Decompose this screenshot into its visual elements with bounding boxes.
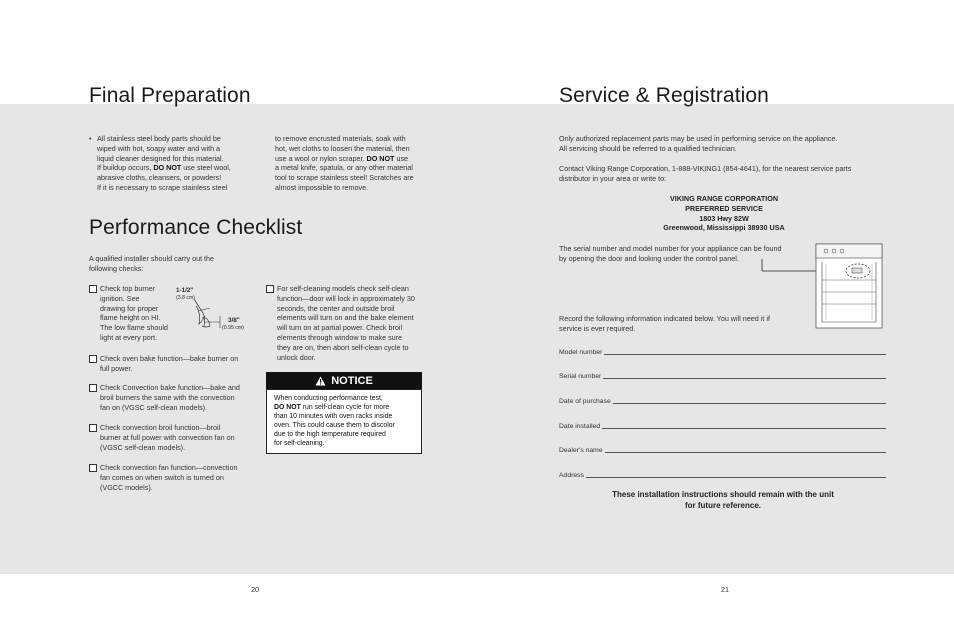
checkbox[interactable] — [89, 355, 97, 363]
final-prep-column-2 — [275, 134, 435, 193]
flame-drawing — [172, 286, 252, 336]
field-line[interactable] — [586, 469, 886, 478]
address-line: 1803 Hwy 82W — [699, 213, 749, 223]
text-line: drawing for proper — [100, 303, 159, 313]
text-line: These installation instructions should remain with the unit — [612, 490, 834, 499]
text-line: elements through window to make sure — [277, 332, 403, 342]
text-line: by opening the door and looking under the control panel. — [559, 253, 739, 263]
address-field[interactable] — [559, 467, 886, 479]
text-line: will turn on at partial power. Check broil — [277, 323, 403, 333]
bullet: • — [89, 134, 92, 143]
checklist-item-self-clean — [266, 284, 447, 362]
serial-number-field[interactable] — [559, 368, 886, 380]
page-number-right: 21 — [721, 585, 729, 594]
text-line: for self-cleaning. — [274, 440, 325, 447]
text-line: The serial number and model number for your appliance can be found — [559, 244, 782, 253]
text-line: hot, wet cloths to loosen the material, then — [275, 143, 410, 153]
text-line: Contact Viking Range Corporation, 1-888-VIKING1 (854-4641), for the nearest service parts — [559, 164, 852, 173]
address-line: VIKING RANGE CORPORATION — [669, 194, 779, 203]
model-number-field[interactable] — [559, 344, 886, 356]
text-line: Check convection fan function—convection — [100, 463, 238, 472]
text-line: Only authorized replacement parts may be used in performing service on the appliance. — [559, 134, 838, 143]
text-line: fan on (VGSC self-clean models). — [100, 402, 208, 412]
date-of-purchase-field[interactable] — [559, 393, 886, 405]
checkbox[interactable] — [89, 464, 97, 472]
text-line: When conducting performance test, — [274, 395, 383, 402]
text-line: almost impossible to remove. — [275, 182, 369, 192]
text-line: for future reference. — [684, 501, 762, 510]
text-line: following checks: — [89, 263, 144, 273]
text-line: Check convection broil function—broil — [100, 423, 221, 432]
checklist-item-convection-broil — [89, 423, 270, 452]
flame-dim-1: 1-1/2" — [176, 287, 194, 294]
checkbox[interactable] — [89, 285, 97, 293]
text-line: elements will turn on and the bake element — [277, 313, 414, 323]
field-label: Serial number — [559, 373, 602, 380]
record-info-text — [559, 314, 839, 334]
checkbox[interactable] — [89, 424, 97, 432]
address-line: Greenwood, Mississippi 38930 USA — [663, 223, 785, 233]
field-line[interactable] — [605, 444, 886, 453]
service-registration-title: Service & Registration — [559, 84, 769, 107]
notice-label: NOTICE — [331, 374, 373, 387]
text-line: For self-cleaning models check self-clean — [277, 284, 409, 293]
checklist-item-convection-fan — [89, 463, 270, 492]
final-preparation-title: Final Preparation — [89, 84, 251, 107]
checkbox[interactable] — [266, 285, 274, 293]
text-line: burner at full power with convection fan on — [100, 432, 235, 442]
field-line[interactable] — [613, 395, 886, 404]
text-line: oven. This could cause them to discolor — [274, 422, 395, 429]
page-number-left: 20 — [251, 585, 259, 594]
text-line: service is ever required. — [559, 323, 636, 333]
text-line: Check top burner — [100, 284, 156, 293]
text-line: wiped with hot, soapy water and with a — [97, 143, 221, 153]
text-line: fan comes on when switch is turned on — [100, 472, 224, 482]
text-line: (VGSC self-clean models). — [100, 442, 186, 452]
flame-dim-2-metric: (0.95 cm) — [222, 325, 244, 331]
text-line: All stainless steel body parts should be — [97, 134, 221, 143]
final-prep-column-1 — [89, 134, 259, 193]
text-line: abrasive cloths, cleansers, or powders! — [97, 173, 222, 183]
field-label: Address — [559, 472, 584, 479]
address-line: PREFERRED SERVICE — [685, 203, 763, 213]
text-line: full power. — [100, 363, 133, 373]
text-line: Record the following information indicated below. You will need it if — [559, 314, 770, 323]
field-label: Date of purchase — [559, 398, 611, 405]
text-line: distributor in your area or write to: — [559, 173, 667, 183]
text-line: due to the high temperature required — [274, 431, 386, 438]
text-line: flame height on HI. — [100, 313, 161, 323]
service-address — [559, 194, 889, 233]
text-line: to remove encrusted materials, soak with — [275, 134, 406, 143]
text-line: light at every port. — [100, 332, 158, 342]
text-line: liquid cleaner designed for this material. — [97, 153, 224, 163]
text-line: than 10 minutes with oven racks inside — [274, 413, 393, 420]
notice-header — [266, 372, 422, 389]
flame-dim-1-metric: (3.8 cm) — [176, 295, 196, 301]
dealers-name-field[interactable] — [559, 442, 886, 454]
text-line: they are on, then abort self-clean cycle to — [277, 342, 409, 352]
text-line: Check Convection bake function—bake and — [100, 383, 240, 392]
date-installed-field[interactable] — [559, 418, 886, 430]
checklist-item-convection-bake — [89, 383, 270, 412]
text-line: a metal knife, spatula, or any other material — [275, 163, 413, 173]
text-line: If it is necessary to scrape stainless steel — [97, 182, 228, 192]
checkbox[interactable] — [89, 384, 97, 392]
field-line[interactable] — [602, 420, 886, 429]
text-line: tool to scrape stainless steel! Scratches are — [275, 173, 414, 183]
text-line: If buildup occurs, DO NOT use steel wool, — [97, 163, 231, 173]
service-para-1 — [559, 134, 889, 154]
flame-dim-2: 3/8" — [228, 317, 240, 324]
service-para-2 — [559, 164, 889, 184]
text-line: Check oven bake function—bake burner on — [100, 354, 239, 363]
checklist-item-oven-bake — [89, 354, 270, 374]
text-line: A qualified installer should carry out the — [89, 254, 215, 263]
performance-checklist-title: Performance Checklist — [89, 216, 303, 239]
text-line: ignition. See — [100, 293, 140, 303]
field-label: Model number — [559, 349, 603, 356]
text-line: The low flame should — [100, 323, 168, 333]
text-line: use a wool or nylon scraper. DO NOT use — [275, 153, 409, 163]
text-line: broil burners the same with the convection — [100, 392, 235, 402]
flame-height-diagram — [172, 286, 252, 336]
field-label: Date installed — [559, 423, 601, 430]
closing-note — [559, 489, 887, 511]
text-line: function—door will lock in approximately 30 — [277, 293, 415, 303]
text-line: All servicing should be referred to a qualified technician. — [559, 143, 737, 153]
field-line[interactable] — [604, 346, 886, 355]
text-line: seconds, the center and outside broil — [277, 303, 395, 313]
text-line: unlock door. — [277, 352, 316, 362]
text-line: DO NOT run self-clean cycle for more — [274, 404, 390, 411]
checklist-intro — [89, 254, 259, 274]
field-line[interactable] — [603, 370, 886, 379]
text-line: (VGCC models). — [100, 482, 153, 492]
field-label: Dealer's name — [559, 447, 603, 454]
warning-triangle-icon — [315, 376, 326, 386]
notice-body — [266, 389, 422, 454]
